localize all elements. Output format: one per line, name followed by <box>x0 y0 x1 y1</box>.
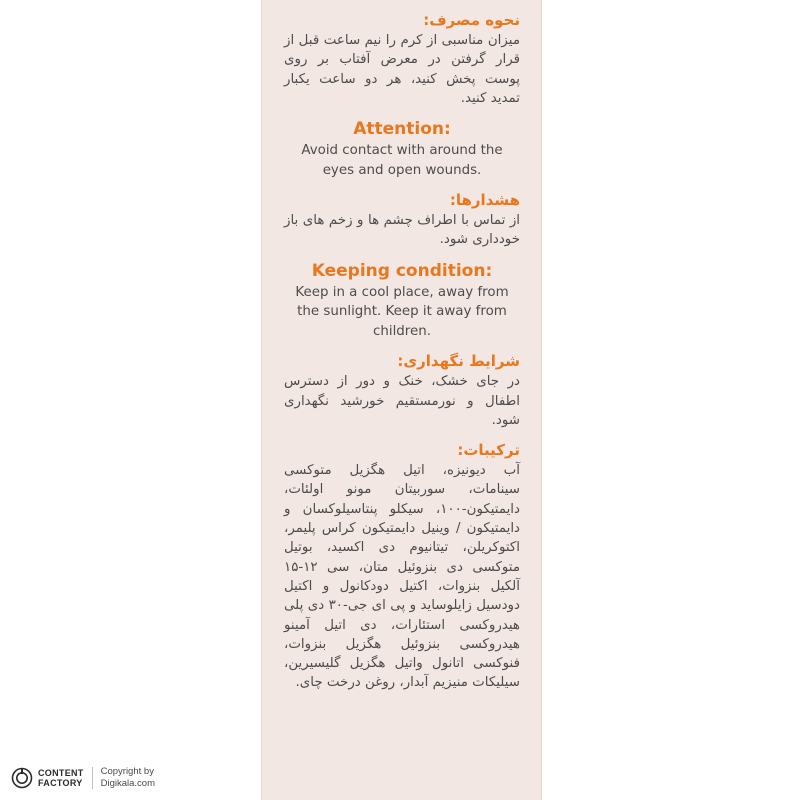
label-content <box>262 9 541 693</box>
attention-heading: Attention: <box>353 119 451 140</box>
storage-heading: شرایط نگهداری: <box>397 352 520 371</box>
product-label-panel <box>261 0 542 800</box>
attention-text: Avoid contact with around the eyes and open wounds. <box>301 143 503 178</box>
usage-heading: نحوه مصرف: <box>423 11 520 29</box>
ingredients-heading: ترکیبات: <box>457 441 520 460</box>
footer-divider <box>92 767 93 789</box>
content-factory-logo-text <box>38 768 84 788</box>
credit-line-1: Copyright by <box>100 766 154 777</box>
copyright-credit <box>101 766 155 790</box>
warnings-text: از تماس با اطراف چشم ها و زخم های باز خودداری شود. <box>284 213 520 248</box>
ingredients-text: آب دیونیزه، اتیل هگزیل متوکسی سینامات، سوربیتان مونو اولئات، دایمتیکون-۱۰۰، سیکلو پنتاسیلوکسان و دایمتیکون / وینیل دایمتیکون کراس پلیمر، اکتوکریلن، تیتانیوم دی اکسید، بوتیل متوکسی دی بنزوئیل متان، سی ۱۲-۱۵ آلکیل بنزوات، اکتیل دودکانول و اکتیل دودسیل زایلوساید و پی ای جی-۳۰ دی پلی هیدروکسی استئارات، دی اتیل آمینو هیدروکسی بنزوئیل هگزیل بنزوات، فنوکسی اتانول واتیل هگزیل گلیسیرین، سیلیکات منیزیم آبدار، روغن درخت چای. <box>284 463 520 691</box>
keeping-text: Keep in a cool place, away from the sunlight. Keep it away from children. <box>295 284 509 339</box>
logo-line-2: FACTORY <box>38 778 83 788</box>
content-factory-logo-icon <box>11 767 33 789</box>
warnings-heading: هشدارها: <box>449 191 520 210</box>
storage-text: در جای خشک، خنک و دور از دسترس اطفال و نورمستقیم خورشید نگهداری شود. <box>284 374 520 428</box>
logo-line-1: CONTENT <box>38 768 84 778</box>
credit-line-2: Digikala.com <box>100 778 155 789</box>
usage-text: میزان مناسبی از کرم را نیم ساعت قبل از قرار گرفتن در معرض آفتاب بر روی پوست پخش کنید، هر دو ساعت یکبار تمدید کنید. <box>284 33 520 106</box>
watermark-footer <box>11 763 155 793</box>
keeping-heading: Keeping condition: <box>311 260 493 281</box>
